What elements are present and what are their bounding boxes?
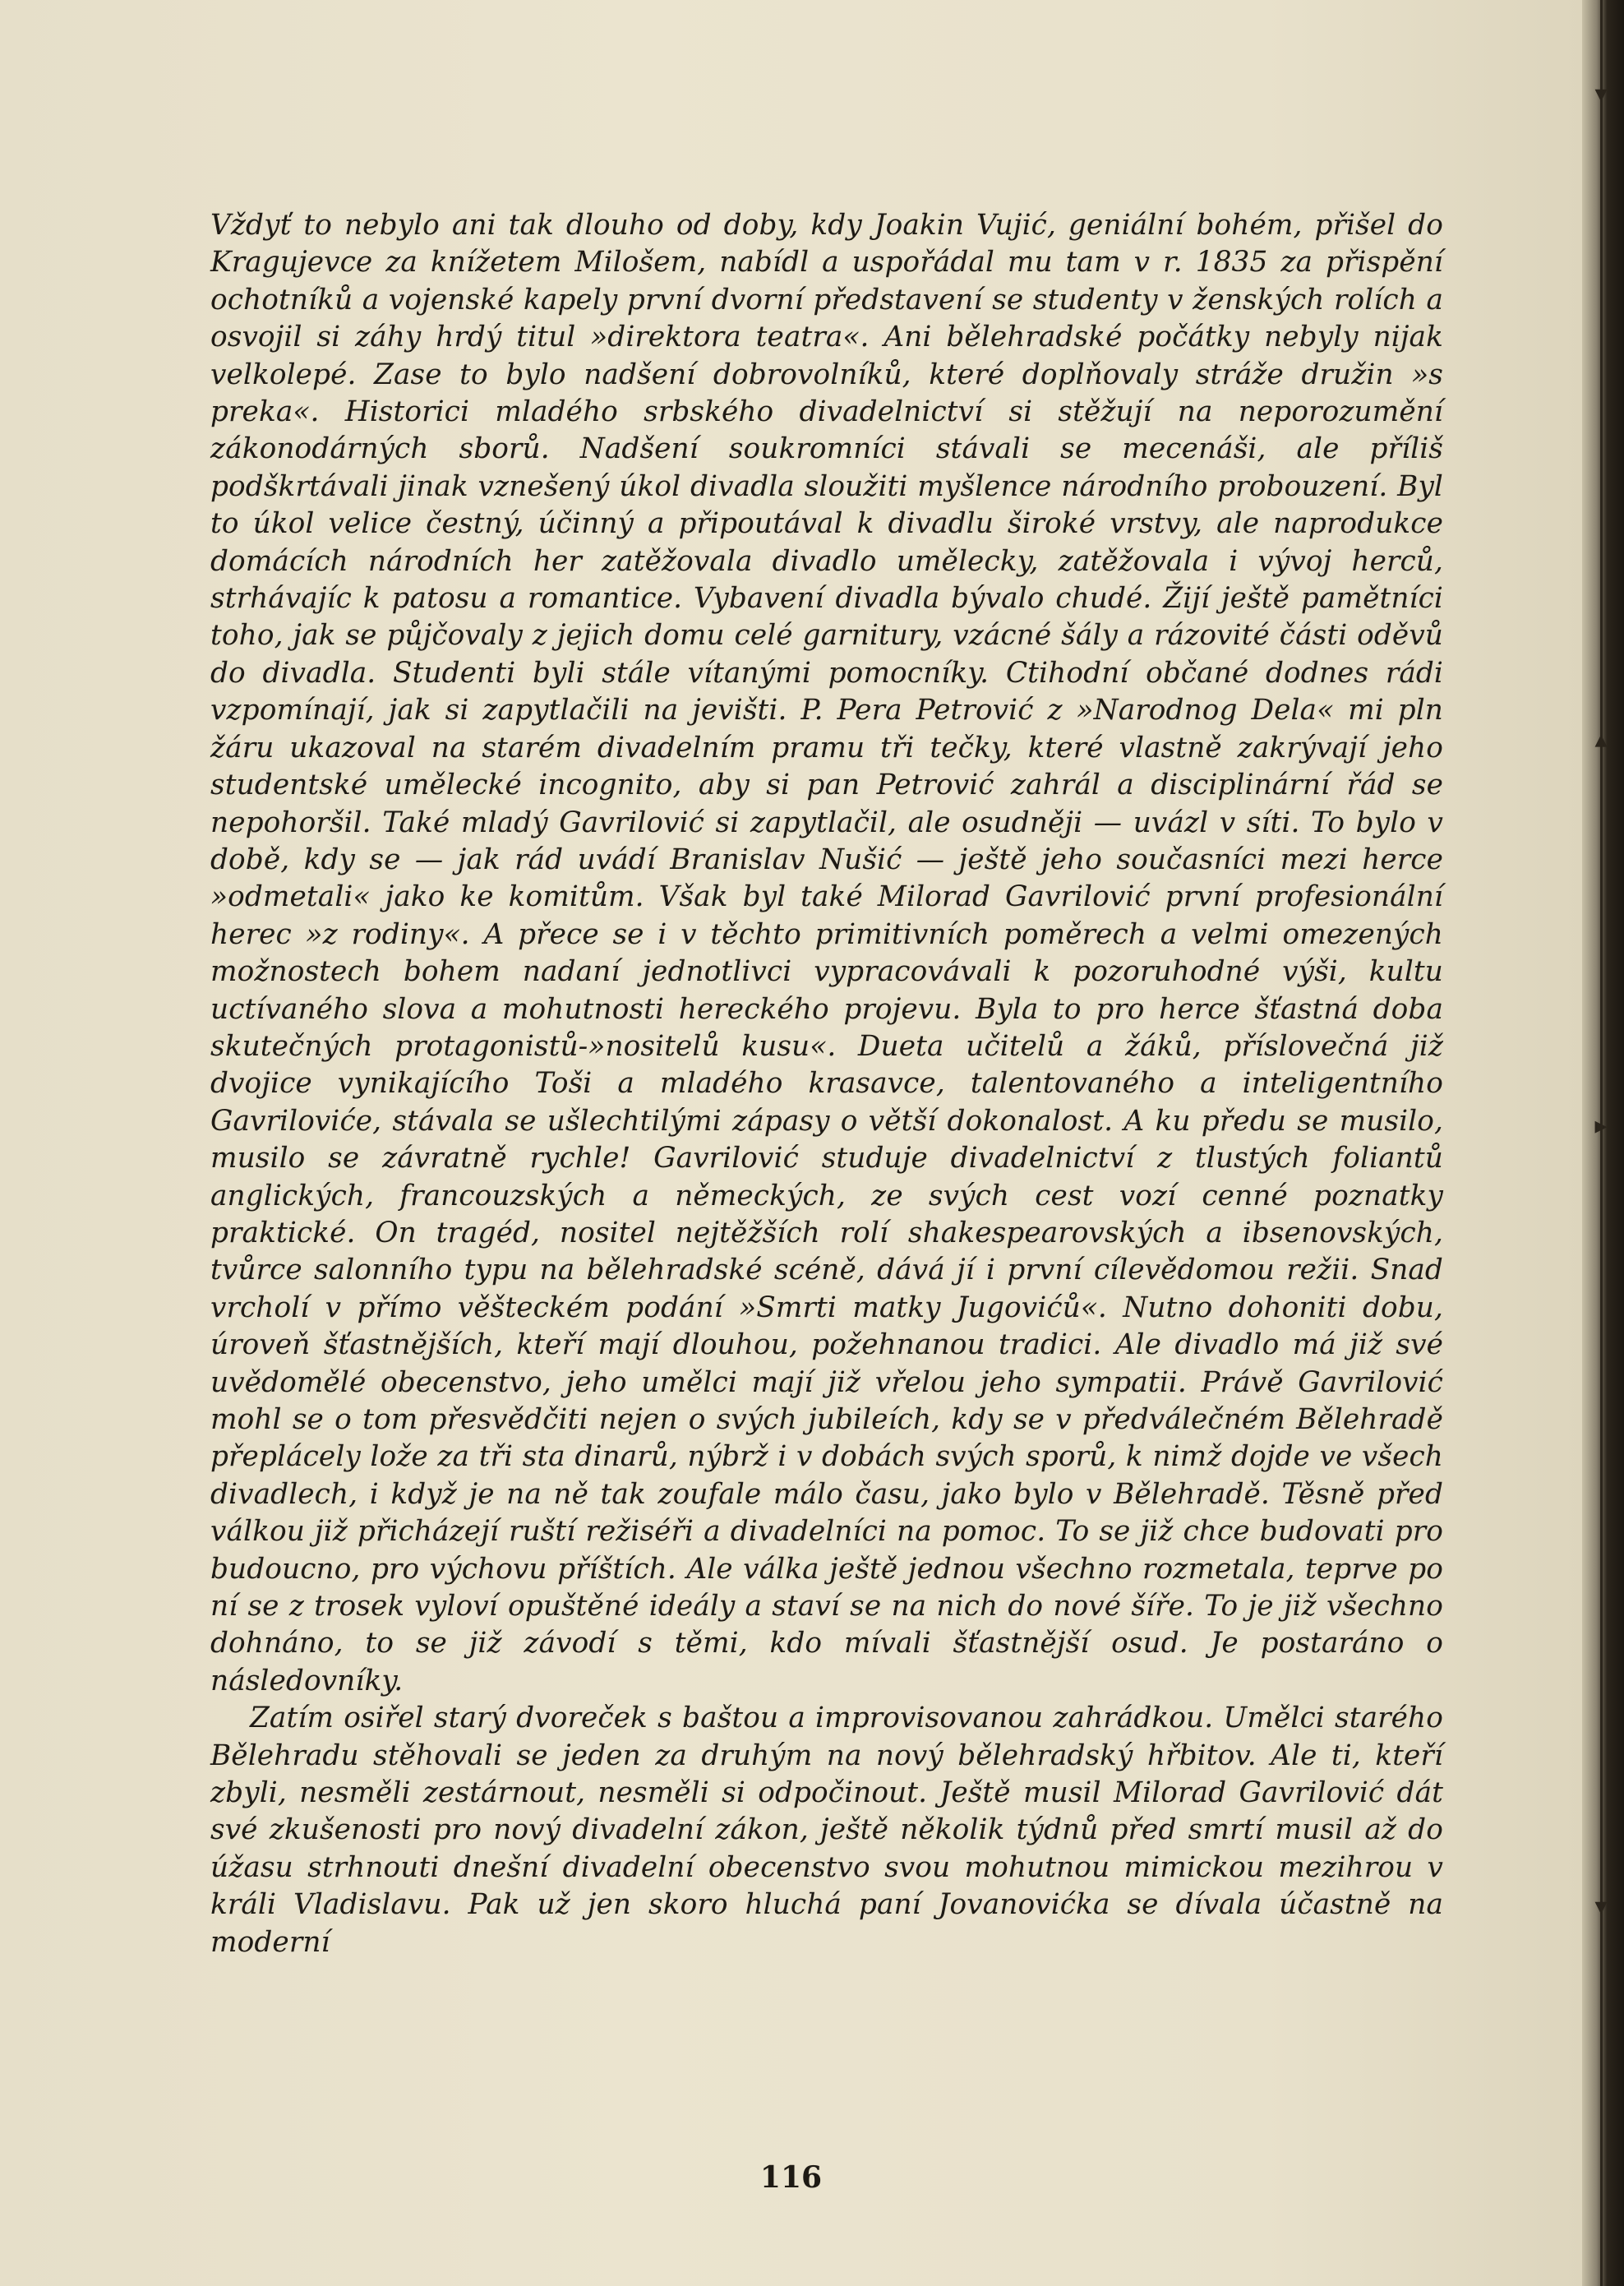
binding-line (1600, 0, 1603, 2286)
body-text (210, 207, 1443, 1961)
binding-arrow-icon: ▴ (1594, 725, 1608, 754)
binding-arrow-icon: ▾ (1594, 80, 1608, 109)
binding-arrow-icon: ▸ (1594, 1111, 1608, 1140)
paragraph-1: Vždyť to nebylo ani tak dlouho od doby, kdy Joakin Vujić, geniální bohém, přišel do Kragujevce za knížetem Milošem, nabídl a uspořádal mu tam v r. 1835 za přispění ochotníků a vojenské kapely první dvorní představení se studenty v ženských rolích a osvojil si záhy hrdý titul »direktora teatra«. Ani bělehradské počátky nebyly nijak velkolepé. Zase to bylo nadšení dobrovolníků, které doplňovaly stráže družin »s preka«. Historici mladého srbského divadelnictví si stěžují na neporozumění zákonodárných sborů. Nadšení soukromníci stávali se mecenáši, ale příliš podškrtávali jinak vznešený úkol divadla sloužiti myšlence národního probouzení. Byl to úkol velice čestný, účinný a připoutával k divadlu široké vrstvy, ale naprodukce domácích národních her zatěžovala divadlo umělecky, zatěžovala i vývoj herců, strhávajíc k patosu a romantice. Vybavení divadla bývalo chudé. Žijí ještě pamětníci toho, jak se půjčovaly z jejich domu celé garnitury, vzácné šály a rázovité části oděvů do divadla. Studenti byli stále vítanými pomocníky. Ctihodní občané dodnes rádi vzpomínají, jak si zapytlačili na jevišti. P. Pera Petrović z »Narodnog Dela« mi pln žáru ukazoval na starém divadelním pramu tři tečky, které vlastně zakrývají jeho studentské umělecké incognito, aby si pan Petrović zahrál a disciplinární řád se nepohoršil. Také mladý Gavrilović si zapytlačil, ale osudněji — uvázl v síti. To bylo v době, kdy se — jak rád uvádí Branislav Nušić — ještě jeho současníci mezi herce »odmetali« jako ke komitům. Však byl také Milorad Gavrilović první profesionální herec »z rodiny«. A přece se i v těchto primitivních poměrech a velmi omezených možnostech bohem nadaní jednotlivci vypracovávali k pozoruhodné výši, kultu uctívaného slova a mohutnosti hereckého projevu. Byla to pro herce šťastná doba skutečných protagonistů-»nositelů kusu«. Dueta učitelů a žáků, příslovečná již dvojice vynikajícího Toši a mladého krasavce, talentovaného a inteligentního Gavriloviće, stávala se ušlechtilými zápasy o větší dokonalost. A ku předu se musilo, musilo se závratně rychle! Gavrilović studuje divadelnictví z tlustých foliantů anglických, francouzských a německých, ze svých cest vozí cenné poznatky praktické. On tragéd, nositel nejtěžších rolí shakespearovských a ibsenovských, tvůrce salonního typu na bělehradské scéně, dává jí i první cílevědomou režii. Snad vrcholí v přímo věšteckém podání »Smrti matky Jugovićů«. Nutno dohoniti dobu, úroveň šťastnějších, kteří mají dlouhou, požehnanou tradici. Ale divadlo má již své uvědomělé obecenstvo, jeho umělci mají již vřelou jeho sympatii. Právě Gavrilović mohl se o tom přesvědčiti nejen o svých jubileích, kdy se v předválečném Bělehradě přeplácely lože za tři sta dinarů, nýbrž i v dobách svých sporů, k nimž dojde ve všech divadlech, i když je na ně tak zoufale málo času, jako bylo v Bělehradě. Těsně před válkou již přicházejí ruští režiséři a divadelníci na pomoc. To se již chce budovati pro budoucno, pro výchovu příštích. Ale válka ještě jednou všechno rozmetala, teprve po ní se z trosek vyloví opuštěné ideály a staví se na nich do nové šíře. To je již všechno dohnáno, to se již závodí s těmi, kdo mívali šťastnější osud. Je postaráno o následovníky. (210, 209, 1443, 1697)
paragraph-2: Zatím osiřel starý dvoreček s baštou a improvisovanou zahrádkou. Umělci starého Bělehradu stěhovali se jeden za druhým na nový bělehradský hřbitov. Ale ti, kteří zbyli, nesměli zestárnout, nesměli si odpočinout. Ještě musil Milorad Gavrilović dát své zkušenosti pro nový divadelní zákon, ještě několik týdnů před smrtí musil až do úžasu strhnouti dnešní divadelní obecenstvo svou mohutnou mimickou mezihrou v králi Vladislavu. Pak už jen skoro hluchá paní Jovanovićka se dívala účastně na moderní (210, 1702, 1443, 1959)
book-binding-edge (1582, 0, 1624, 2286)
page-number: 116 (759, 2160, 823, 2195)
binding-arrow-icon: ▾ (1594, 1892, 1608, 1921)
